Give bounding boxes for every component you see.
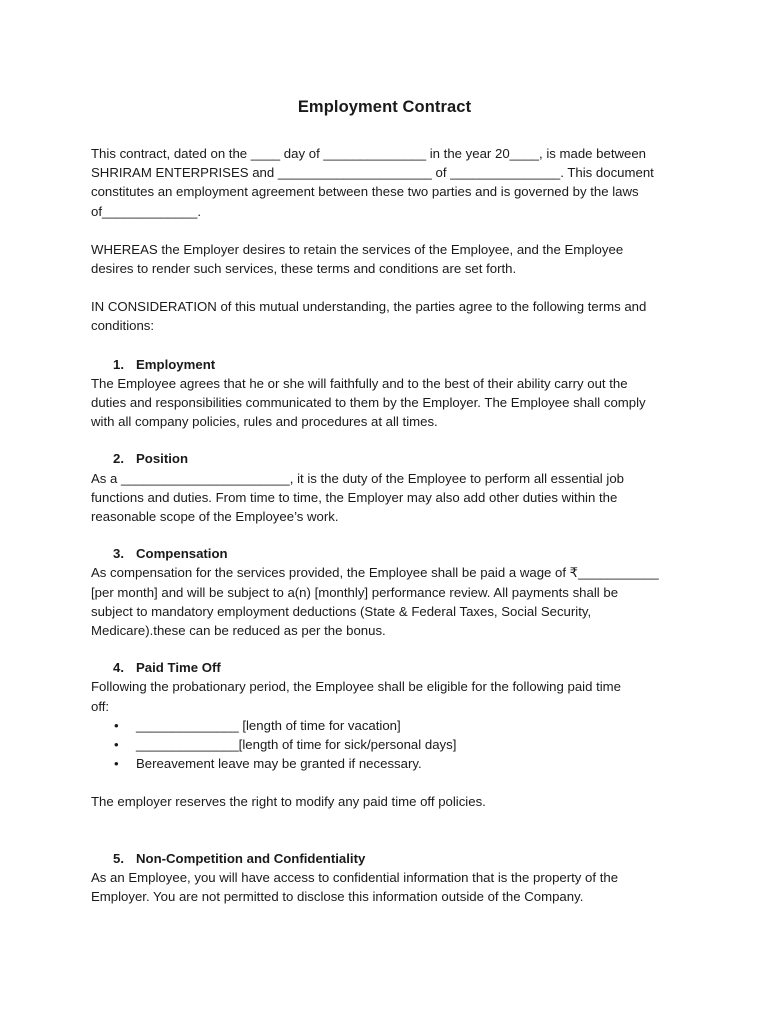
consideration-line: conditions: bbox=[91, 318, 155, 334]
section-employment bbox=[91, 355, 678, 432]
pto-footer: The employer reserves the right to modify any paid time off policies. bbox=[91, 794, 486, 810]
section-heading bbox=[113, 355, 678, 374]
section-line: functions and duties. From time to time, the Employer may also add other duties within the bbox=[91, 489, 618, 505]
list-item bbox=[91, 716, 678, 735]
section-line: Employer. You are not permitted to disclose this information outside of the Company. bbox=[91, 889, 584, 905]
whereas-line: WHEREAS the Employer desires to retain the services of the Employee, and the Employee bbox=[91, 241, 624, 257]
section-line: As an Employee, you will have access to confidential information that is the property of the bbox=[91, 869, 619, 885]
intro-line: constitutes an employment agreement between these two parties and is governed by the laws bbox=[91, 184, 639, 200]
intro-paragraph bbox=[91, 144, 678, 221]
section-line: reasonable scope of the Employee’s work. bbox=[91, 509, 339, 525]
whereas-line: desires to render such services, these terms and conditions are set forth. bbox=[91, 261, 517, 277]
pto-bullet-list bbox=[91, 716, 678, 774]
section-line: off: bbox=[91, 698, 110, 714]
consideration-paragraph bbox=[91, 297, 678, 335]
section-number: 3. bbox=[113, 546, 124, 562]
bullet-icon: • bbox=[114, 737, 119, 753]
list-item bbox=[91, 754, 678, 773]
section-title: Non-Competition and Confidentiality bbox=[136, 850, 366, 866]
bullet-icon: • bbox=[114, 717, 119, 733]
consideration-line: IN CONSIDERATION of this mutual understanding, the parties agree to the following terms and bbox=[91, 299, 647, 315]
list-item-text: ______________[length of time for sick/personal days] bbox=[136, 737, 457, 753]
section-title: Position bbox=[136, 451, 189, 467]
list-item-text: ______________ [length of time for vacation] bbox=[136, 717, 401, 733]
intro-line: of_____________. bbox=[91, 203, 202, 219]
section-number: 5. bbox=[113, 850, 124, 866]
intro-line: This contract, dated on the ____ day of ______________ in the year 20____, is made between bbox=[91, 146, 647, 161]
list-item bbox=[91, 735, 678, 754]
section-number: 1. bbox=[113, 356, 124, 372]
section-title: Compensation bbox=[136, 546, 228, 562]
section-paid-time-off bbox=[91, 658, 678, 811]
intro-line: SHRIRAM ENTERPRISES and _____________________ of _______________. This document bbox=[91, 165, 654, 181]
document-title: Employment Contract bbox=[297, 98, 472, 116]
section-line: The Employee agrees that he or she will faithfully and to the best of their ability carry out the bbox=[91, 375, 628, 391]
section-position bbox=[91, 449, 678, 526]
section-line: As a _______________________, it is the duty of the Employee to perform all essential job bbox=[91, 470, 624, 486]
section-line: Following the probationary period, the Employee shall be eligible for the following paid time bbox=[91, 679, 622, 695]
section-line: [per month] and will be subject to a(n) [monthly] performance review. All payments shall be bbox=[91, 584, 619, 600]
section-number: 2. bbox=[113, 451, 124, 467]
section-non-competition bbox=[91, 849, 678, 907]
section-number: 4. bbox=[113, 660, 124, 676]
section-heading bbox=[113, 544, 678, 563]
section-line: As compensation for the services provided, the Employee shall be paid a wage of ₹___________ bbox=[91, 565, 659, 581]
section-title: Paid Time Off bbox=[136, 660, 221, 676]
section-line: duties and responsibilities communicated to them by the Employer. The Employee shall comply bbox=[91, 395, 646, 411]
section-heading bbox=[113, 849, 678, 868]
section-title: Employment bbox=[136, 356, 216, 372]
section-line: Medicare).these can be reduced as per the bonus. bbox=[91, 623, 386, 639]
section-line: with all company policies, rules and procedures at all times. bbox=[91, 414, 438, 430]
list-item-text: Bereavement leave may be granted if necessary. bbox=[136, 756, 422, 772]
section-line: subject to mandatory employment deductions (State & Federal Taxes, Social Security, bbox=[91, 603, 592, 619]
section-heading bbox=[113, 658, 678, 677]
section-heading bbox=[113, 449, 678, 468]
section-compensation bbox=[91, 544, 678, 640]
bullet-icon: • bbox=[114, 756, 119, 772]
whereas-paragraph bbox=[91, 240, 678, 278]
